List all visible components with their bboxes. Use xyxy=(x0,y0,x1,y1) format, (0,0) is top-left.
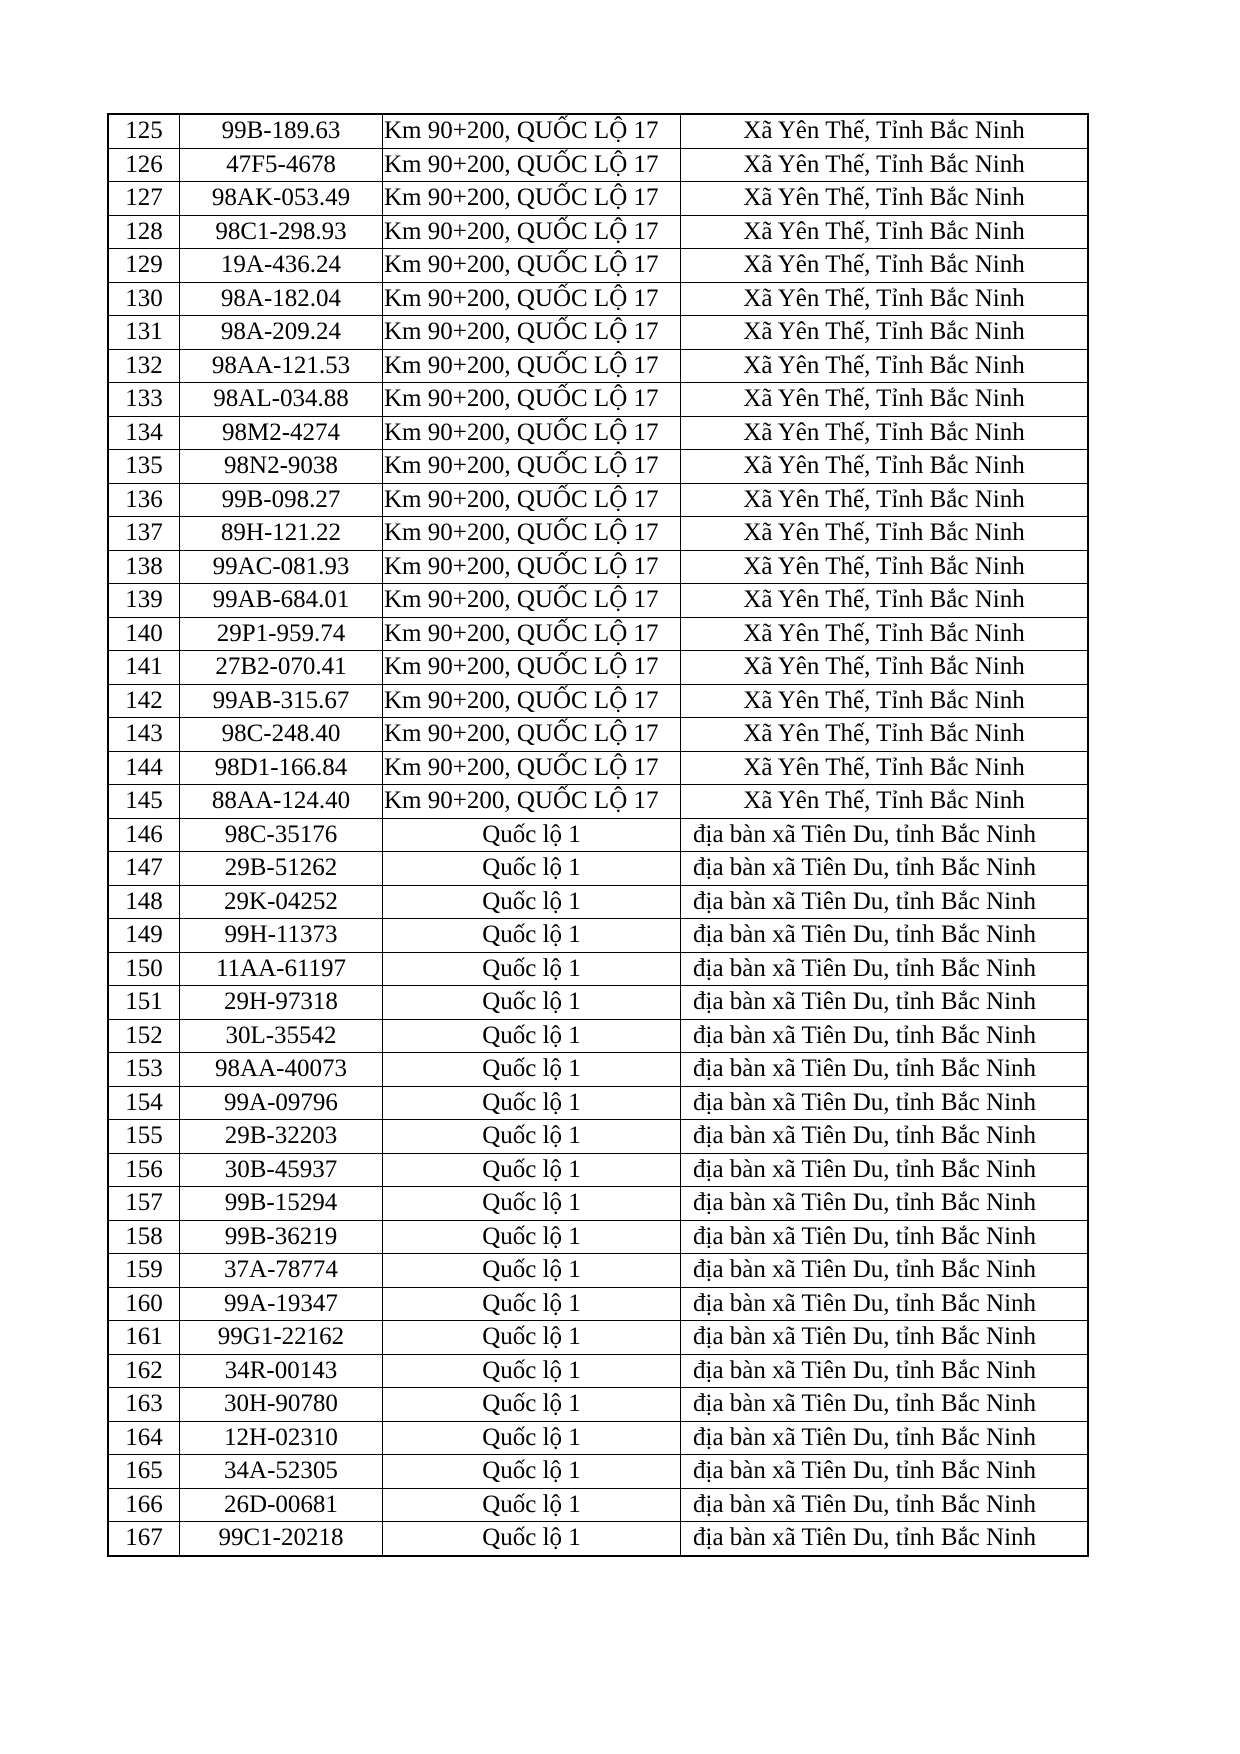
area-cell: địa bàn xã Tiên Du, tỉnh Bắc Ninh xyxy=(681,1086,1089,1120)
plate-number-cell: 29K-04252 xyxy=(180,885,383,919)
row-number-cell: 126 xyxy=(108,148,180,182)
row-number-cell: 142 xyxy=(108,684,180,718)
area-cell: địa bàn xã Tiên Du, tỉnh Bắc Ninh xyxy=(681,1187,1089,1221)
plate-number-cell: 98A-182.04 xyxy=(180,282,383,316)
plate-number-cell: 30H-90780 xyxy=(180,1388,383,1422)
location-cell: Km 90+200, QUỐC LỘ 17 xyxy=(383,584,681,618)
row-number-cell: 150 xyxy=(108,952,180,986)
row-number-cell: 164 xyxy=(108,1421,180,1455)
location-cell: Km 90+200, QUỐC LỘ 17 xyxy=(383,383,681,417)
plate-number-cell: 98N2-9038 xyxy=(180,450,383,484)
location-cell: Quốc lộ 1 xyxy=(383,1019,681,1053)
location-cell: Quốc lộ 1 xyxy=(383,885,681,919)
row-number-cell: 147 xyxy=(108,852,180,886)
area-cell: địa bàn xã Tiên Du, tỉnh Bắc Ninh xyxy=(681,1321,1089,1355)
row-number-cell: 166 xyxy=(108,1488,180,1522)
table-row xyxy=(108,1220,1088,1254)
row-number-cell: 146 xyxy=(108,818,180,852)
plate-number-cell: 30L-35542 xyxy=(180,1019,383,1053)
location-cell: Quốc lộ 1 xyxy=(383,1086,681,1120)
area-cell: Xã Yên Thế, Tỉnh Bắc Ninh xyxy=(681,651,1089,685)
location-cell: Quốc lộ 1 xyxy=(383,952,681,986)
plate-number-cell: 89H-121.22 xyxy=(180,517,383,551)
plate-number-cell: 29P1-959.74 xyxy=(180,617,383,651)
row-number-cell: 149 xyxy=(108,919,180,953)
plate-number-cell: 99AB-684.01 xyxy=(180,584,383,618)
row-number-cell: 155 xyxy=(108,1120,180,1154)
plate-number-cell: 37A-78774 xyxy=(180,1254,383,1288)
area-cell: địa bàn xã Tiên Du, tỉnh Bắc Ninh xyxy=(681,885,1089,919)
plate-number-cell: 98AA-121.53 xyxy=(180,349,383,383)
table-row xyxy=(108,383,1088,417)
table-row xyxy=(108,249,1088,283)
area-cell: Xã Yên Thế, Tỉnh Bắc Ninh xyxy=(681,383,1089,417)
plate-number-cell: 30B-45937 xyxy=(180,1153,383,1187)
table-row xyxy=(108,684,1088,718)
location-cell: Quốc lộ 1 xyxy=(383,1421,681,1455)
area-cell: Xã Yên Thế, Tỉnh Bắc Ninh xyxy=(681,584,1089,618)
location-cell: Quốc lộ 1 xyxy=(383,1254,681,1288)
table-row xyxy=(108,1488,1088,1522)
plate-number-cell: 98D1-166.84 xyxy=(180,751,383,785)
location-cell: Quốc lộ 1 xyxy=(383,1488,681,1522)
row-number-cell: 165 xyxy=(108,1455,180,1489)
table-row xyxy=(108,617,1088,651)
area-cell: địa bàn xã Tiên Du, tỉnh Bắc Ninh xyxy=(681,1455,1089,1489)
location-cell: Km 90+200, QUỐC LỘ 17 xyxy=(383,718,681,752)
table-row xyxy=(108,1086,1088,1120)
area-cell: địa bàn xã Tiên Du, tỉnh Bắc Ninh xyxy=(681,986,1089,1020)
table-row xyxy=(108,182,1088,216)
location-cell: Quốc lộ 1 xyxy=(383,1287,681,1321)
plate-number-cell: 88AA-124.40 xyxy=(180,785,383,819)
location-cell: Km 90+200, QUỐC LỘ 17 xyxy=(383,182,681,216)
row-number-cell: 135 xyxy=(108,450,180,484)
row-number-cell: 133 xyxy=(108,383,180,417)
area-cell: địa bàn xã Tiên Du, tỉnh Bắc Ninh xyxy=(681,1019,1089,1053)
area-cell: địa bàn xã Tiên Du, tỉnh Bắc Ninh xyxy=(681,1421,1089,1455)
location-cell: Km 90+200, QUỐC LỘ 17 xyxy=(383,751,681,785)
table-row xyxy=(108,1321,1088,1355)
row-number-cell: 148 xyxy=(108,885,180,919)
area-cell: địa bàn xã Tiên Du, tỉnh Bắc Ninh xyxy=(681,1053,1089,1087)
area-cell: Xã Yên Thế, Tỉnh Bắc Ninh xyxy=(681,282,1089,316)
plate-number-cell: 29H-97318 xyxy=(180,986,383,1020)
area-cell: địa bàn xã Tiên Du, tỉnh Bắc Ninh xyxy=(681,1522,1089,1556)
area-cell: địa bàn xã Tiên Du, tỉnh Bắc Ninh xyxy=(681,1354,1089,1388)
area-cell: địa bàn xã Tiên Du, tỉnh Bắc Ninh xyxy=(681,952,1089,986)
table-row xyxy=(108,751,1088,785)
plate-number-cell: 34R-00143 xyxy=(180,1354,383,1388)
area-cell: Xã Yên Thế, Tỉnh Bắc Ninh xyxy=(681,550,1089,584)
table-row xyxy=(108,1120,1088,1154)
row-number-cell: 154 xyxy=(108,1086,180,1120)
table-row xyxy=(108,1254,1088,1288)
violation-table xyxy=(107,113,1089,1557)
plate-number-cell: 99H-11373 xyxy=(180,919,383,953)
plate-number-cell: 99B-189.63 xyxy=(180,114,383,148)
area-cell: Xã Yên Thế, Tỉnh Bắc Ninh xyxy=(681,751,1089,785)
location-cell: Km 90+200, QUỐC LỘ 17 xyxy=(383,550,681,584)
area-cell: Xã Yên Thế, Tỉnh Bắc Ninh xyxy=(681,718,1089,752)
row-number-cell: 138 xyxy=(108,550,180,584)
table-row xyxy=(108,1455,1088,1489)
area-cell: địa bàn xã Tiên Du, tỉnh Bắc Ninh xyxy=(681,1120,1089,1154)
table-row xyxy=(108,1053,1088,1087)
violation-table-body xyxy=(108,114,1088,1556)
area-cell: Xã Yên Thế, Tỉnh Bắc Ninh xyxy=(681,114,1089,148)
location-cell: Km 90+200, QUỐC LỘ 17 xyxy=(383,450,681,484)
location-cell: Quốc lộ 1 xyxy=(383,818,681,852)
table-row xyxy=(108,483,1088,517)
row-number-cell: 140 xyxy=(108,617,180,651)
plate-number-cell: 11AA-61197 xyxy=(180,952,383,986)
row-number-cell: 153 xyxy=(108,1053,180,1087)
plate-number-cell: 27B2-070.41 xyxy=(180,651,383,685)
area-cell: Xã Yên Thế, Tỉnh Bắc Ninh xyxy=(681,450,1089,484)
row-number-cell: 160 xyxy=(108,1287,180,1321)
plate-number-cell: 99A-09796 xyxy=(180,1086,383,1120)
location-cell: Km 90+200, QUỐC LỘ 17 xyxy=(383,249,681,283)
table-row xyxy=(108,1153,1088,1187)
location-cell: Quốc lộ 1 xyxy=(383,1388,681,1422)
location-cell: Quốc lộ 1 xyxy=(383,986,681,1020)
plate-number-cell: 98A-209.24 xyxy=(180,316,383,350)
table-row xyxy=(108,114,1088,148)
area-cell: địa bàn xã Tiên Du, tỉnh Bắc Ninh xyxy=(681,1220,1089,1254)
table-row xyxy=(108,718,1088,752)
plate-number-cell: 98C-248.40 xyxy=(180,718,383,752)
plate-number-cell: 98C1-298.93 xyxy=(180,215,383,249)
table-row xyxy=(108,584,1088,618)
row-number-cell: 158 xyxy=(108,1220,180,1254)
location-cell: Km 90+200, QUỐC LỘ 17 xyxy=(383,785,681,819)
plate-number-cell: 26D-00681 xyxy=(180,1488,383,1522)
area-cell: Xã Yên Thế, Tỉnh Bắc Ninh xyxy=(681,349,1089,383)
area-cell: địa bàn xã Tiên Du, tỉnh Bắc Ninh xyxy=(681,1488,1089,1522)
plate-number-cell: 29B-51262 xyxy=(180,852,383,886)
plate-number-cell: 99B-36219 xyxy=(180,1220,383,1254)
location-cell: Km 90+200, QUỐC LỘ 17 xyxy=(383,114,681,148)
plate-number-cell: 99B-098.27 xyxy=(180,483,383,517)
table-row xyxy=(108,1187,1088,1221)
plate-number-cell: 98M2-4274 xyxy=(180,416,383,450)
row-number-cell: 163 xyxy=(108,1388,180,1422)
area-cell: địa bàn xã Tiên Du, tỉnh Bắc Ninh xyxy=(681,1153,1089,1187)
location-cell: Quốc lộ 1 xyxy=(383,1153,681,1187)
table-row xyxy=(108,1522,1088,1556)
row-number-cell: 139 xyxy=(108,584,180,618)
area-cell: Xã Yên Thế, Tỉnh Bắc Ninh xyxy=(681,617,1089,651)
table-row xyxy=(108,416,1088,450)
row-number-cell: 132 xyxy=(108,349,180,383)
row-number-cell: 143 xyxy=(108,718,180,752)
location-cell: Km 90+200, QUỐC LỘ 17 xyxy=(383,349,681,383)
plate-number-cell: 99B-15294 xyxy=(180,1187,383,1221)
table-row xyxy=(108,818,1088,852)
table-row xyxy=(108,349,1088,383)
area-cell: Xã Yên Thế, Tỉnh Bắc Ninh xyxy=(681,785,1089,819)
location-cell: Quốc lộ 1 xyxy=(383,852,681,886)
table-row xyxy=(108,952,1088,986)
plate-number-cell: 19A-436.24 xyxy=(180,249,383,283)
table-row xyxy=(108,785,1088,819)
row-number-cell: 167 xyxy=(108,1522,180,1556)
table-row xyxy=(108,852,1088,886)
area-cell: địa bàn xã Tiên Du, tỉnh Bắc Ninh xyxy=(681,1287,1089,1321)
location-cell: Km 90+200, QUỐC LỘ 17 xyxy=(383,316,681,350)
plate-number-cell: 29B-32203 xyxy=(180,1120,383,1154)
location-cell: Quốc lộ 1 xyxy=(383,1120,681,1154)
plate-number-cell: 12H-02310 xyxy=(180,1421,383,1455)
area-cell: địa bàn xã Tiên Du, tỉnh Bắc Ninh xyxy=(681,1388,1089,1422)
table-row xyxy=(108,1019,1088,1053)
location-cell: Quốc lộ 1 xyxy=(383,919,681,953)
row-number-cell: 161 xyxy=(108,1321,180,1355)
row-number-cell: 129 xyxy=(108,249,180,283)
area-cell: Xã Yên Thế, Tỉnh Bắc Ninh xyxy=(681,148,1089,182)
row-number-cell: 127 xyxy=(108,182,180,216)
location-cell: Quốc lộ 1 xyxy=(383,1354,681,1388)
area-cell: Xã Yên Thế, Tỉnh Bắc Ninh xyxy=(681,684,1089,718)
table-row xyxy=(108,550,1088,584)
table-row xyxy=(108,316,1088,350)
plate-number-cell: 98AL-034.88 xyxy=(180,383,383,417)
area-cell: Xã Yên Thế, Tỉnh Bắc Ninh xyxy=(681,249,1089,283)
area-cell: địa bàn xã Tiên Du, tỉnh Bắc Ninh xyxy=(681,919,1089,953)
plate-number-cell: 99AB-315.67 xyxy=(180,684,383,718)
location-cell: Km 90+200, QUỐC LỘ 17 xyxy=(383,651,681,685)
location-cell: Km 90+200, QUỐC LỘ 17 xyxy=(383,416,681,450)
plate-number-cell: 34A-52305 xyxy=(180,1455,383,1489)
row-number-cell: 141 xyxy=(108,651,180,685)
area-cell: địa bàn xã Tiên Du, tỉnh Bắc Ninh xyxy=(681,818,1089,852)
location-cell: Km 90+200, QUỐC LỘ 17 xyxy=(383,215,681,249)
plate-number-cell: 98C-35176 xyxy=(180,818,383,852)
area-cell: Xã Yên Thế, Tỉnh Bắc Ninh xyxy=(681,182,1089,216)
plate-number-cell: 47F5-4678 xyxy=(180,148,383,182)
row-number-cell: 159 xyxy=(108,1254,180,1288)
plate-number-cell: 98AK-053.49 xyxy=(180,182,383,216)
location-cell: Quốc lộ 1 xyxy=(383,1187,681,1221)
table-row xyxy=(108,517,1088,551)
row-number-cell: 157 xyxy=(108,1187,180,1221)
location-cell: Quốc lộ 1 xyxy=(383,1522,681,1556)
area-cell: Xã Yên Thế, Tỉnh Bắc Ninh xyxy=(681,215,1089,249)
row-number-cell: 134 xyxy=(108,416,180,450)
area-cell: Xã Yên Thế, Tỉnh Bắc Ninh xyxy=(681,416,1089,450)
area-cell: Xã Yên Thế, Tỉnh Bắc Ninh xyxy=(681,517,1089,551)
table-row xyxy=(108,215,1088,249)
row-number-cell: 136 xyxy=(108,483,180,517)
table-row xyxy=(108,651,1088,685)
table-row xyxy=(108,1354,1088,1388)
location-cell: Km 90+200, QUỐC LỘ 17 xyxy=(383,517,681,551)
location-cell: Quốc lộ 1 xyxy=(383,1220,681,1254)
location-cell: Quốc lộ 1 xyxy=(383,1321,681,1355)
location-cell: Km 90+200, QUỐC LỘ 17 xyxy=(383,617,681,651)
plate-number-cell: 99C1-20218 xyxy=(180,1522,383,1556)
table-row xyxy=(108,148,1088,182)
location-cell: Km 90+200, QUỐC LỘ 17 xyxy=(383,483,681,517)
row-number-cell: 162 xyxy=(108,1354,180,1388)
area-cell: địa bàn xã Tiên Du, tỉnh Bắc Ninh xyxy=(681,1254,1089,1288)
plate-number-cell: 99G1-22162 xyxy=(180,1321,383,1355)
table-row xyxy=(108,282,1088,316)
row-number-cell: 130 xyxy=(108,282,180,316)
area-cell: Xã Yên Thế, Tỉnh Bắc Ninh xyxy=(681,316,1089,350)
row-number-cell: 125 xyxy=(108,114,180,148)
row-number-cell: 144 xyxy=(108,751,180,785)
table-row xyxy=(108,885,1088,919)
plate-number-cell: 98AA-40073 xyxy=(180,1053,383,1087)
plate-number-cell: 99AC-081.93 xyxy=(180,550,383,584)
table-row xyxy=(108,1388,1088,1422)
location-cell: Km 90+200, QUỐC LỘ 17 xyxy=(383,148,681,182)
table-row xyxy=(108,1421,1088,1455)
location-cell: Km 90+200, QUỐC LỘ 17 xyxy=(383,282,681,316)
row-number-cell: 152 xyxy=(108,1019,180,1053)
row-number-cell: 156 xyxy=(108,1153,180,1187)
table-row xyxy=(108,986,1088,1020)
table-row xyxy=(108,1287,1088,1321)
location-cell: Km 90+200, QUỐC LỘ 17 xyxy=(383,684,681,718)
area-cell: Xã Yên Thế, Tỉnh Bắc Ninh xyxy=(681,483,1089,517)
table-row xyxy=(108,919,1088,953)
row-number-cell: 128 xyxy=(108,215,180,249)
row-number-cell: 145 xyxy=(108,785,180,819)
table-row xyxy=(108,450,1088,484)
row-number-cell: 151 xyxy=(108,986,180,1020)
location-cell: Quốc lộ 1 xyxy=(383,1053,681,1087)
row-number-cell: 131 xyxy=(108,316,180,350)
area-cell: địa bàn xã Tiên Du, tỉnh Bắc Ninh xyxy=(681,852,1089,886)
location-cell: Quốc lộ 1 xyxy=(383,1455,681,1489)
plate-number-cell: 99A-19347 xyxy=(180,1287,383,1321)
row-number-cell: 137 xyxy=(108,517,180,551)
